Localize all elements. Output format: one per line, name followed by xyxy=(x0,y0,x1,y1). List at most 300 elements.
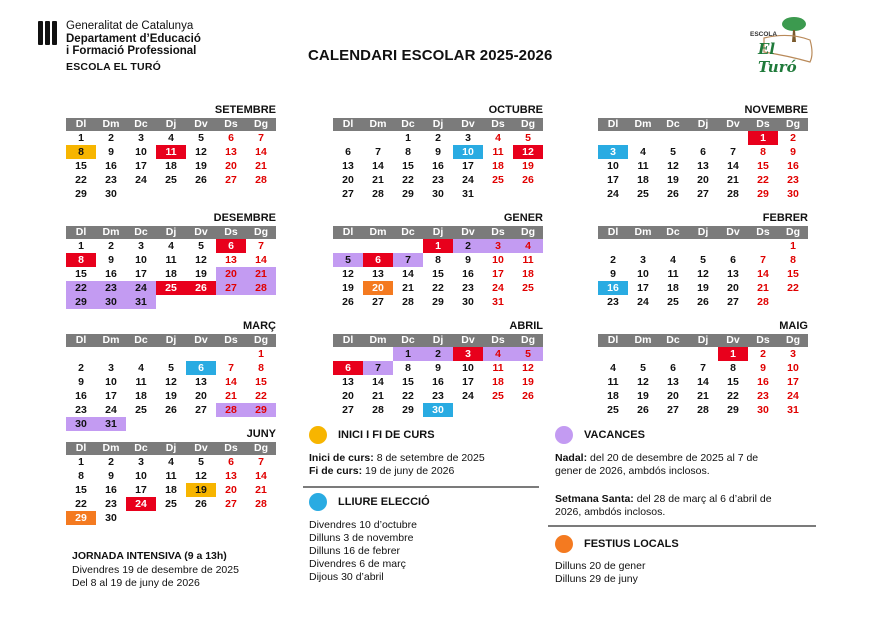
month-title: JUNY xyxy=(246,428,276,440)
day-cell: 1 xyxy=(393,347,423,361)
day-cell: 11 xyxy=(637,160,649,172)
weekday-label: Dg xyxy=(521,226,535,238)
day-cell: 23 xyxy=(432,174,444,186)
day-cell: 16 xyxy=(75,390,87,402)
day-cell: 17 xyxy=(462,160,474,172)
weekday-label: Dc xyxy=(666,118,680,130)
day-cell: 28 xyxy=(255,174,267,186)
day-cell: 30 xyxy=(757,404,769,416)
legend-vacances-title: VACANCES xyxy=(584,429,645,441)
day-cell: 15 xyxy=(75,484,87,496)
weekday-label: Dg xyxy=(786,334,800,346)
day-cell: 9 xyxy=(465,254,471,266)
day-cell: 5 xyxy=(640,362,646,374)
day-cell: 5 xyxy=(670,146,676,158)
day-cell: 21 xyxy=(757,282,769,294)
day-cell: 12 xyxy=(195,254,207,266)
day-cell: 28 xyxy=(697,404,709,416)
day-cell: 2 xyxy=(108,240,114,252)
day-cell: 2 xyxy=(108,132,114,144)
day-cell: 23 xyxy=(607,296,619,308)
empty-cell xyxy=(186,347,216,361)
day-cell: 9 xyxy=(435,362,441,374)
empty-cell xyxy=(658,239,688,253)
legend-festius-title: FESTIUS LOCALS xyxy=(584,538,679,550)
day-cell: 14 xyxy=(255,254,267,266)
day-cell: 3 xyxy=(138,240,144,252)
legend-lliure-title: LLIURE ELECCIÓ xyxy=(338,496,430,508)
day-cell: 13 xyxy=(697,160,709,172)
empty-cell xyxy=(718,131,748,145)
day-cell: 7 xyxy=(730,146,736,158)
day-cell: 12 xyxy=(195,470,207,482)
day-cell: 9 xyxy=(790,146,796,158)
day-cell: 12 xyxy=(697,268,709,280)
weekday-header xyxy=(333,334,543,347)
day-cell: 14 xyxy=(372,160,384,172)
weekday-label: Dm xyxy=(634,226,652,238)
day-cell: 6 xyxy=(228,456,234,468)
weekday-label: Dv xyxy=(194,334,208,346)
weekday-label: Dg xyxy=(786,226,800,238)
day-cell: 28 xyxy=(246,281,276,295)
weekday-label: Dj xyxy=(432,334,444,346)
day-grid xyxy=(598,347,808,417)
day-cell: 23 xyxy=(105,174,117,186)
weekday-label: Dg xyxy=(254,226,268,238)
weekday-label: Ds xyxy=(224,226,238,238)
day-cell: 27 xyxy=(216,281,246,295)
day-cell: 17 xyxy=(462,376,474,388)
day-cell: 30 xyxy=(462,296,474,308)
day-cell: 9 xyxy=(108,470,114,482)
day-cell: 27 xyxy=(342,404,354,416)
nadal-text-1: del 20 de desembre de 2025 al 7 de xyxy=(587,452,759,464)
weekday-header xyxy=(66,118,276,131)
weekday-label: Ds xyxy=(756,334,770,346)
day-cell: 3 xyxy=(138,132,144,144)
day-grid xyxy=(598,239,808,309)
day-cell: 4 xyxy=(138,362,144,374)
weekday-label: Dm xyxy=(369,226,387,238)
weekday-label: Dv xyxy=(726,118,740,130)
weekday-label: Dc xyxy=(666,334,680,346)
empty-cell xyxy=(658,131,688,145)
day-cell: 12 xyxy=(667,160,679,172)
weekday-label: Dl xyxy=(607,334,619,346)
logo-name-text: El Turó xyxy=(758,40,797,76)
day-cell: 24 xyxy=(637,296,649,308)
day-cell: 26 xyxy=(165,404,177,416)
lliure-item: Divendres 6 de març xyxy=(309,558,406,570)
day-cell: 5 xyxy=(513,347,543,361)
day-cell: 15 xyxy=(255,376,267,388)
day-grid xyxy=(333,347,543,417)
legend-vacances-nadal xyxy=(555,452,758,478)
day-cell: 31 xyxy=(96,417,126,431)
day-cell: 24 xyxy=(126,497,156,511)
day-cell: 30 xyxy=(432,188,444,200)
weekday-label: Dv xyxy=(194,226,208,238)
day-cell: 13 xyxy=(342,376,354,388)
weekday-label: Dc xyxy=(401,226,415,238)
day-cell: 11 xyxy=(492,146,504,158)
day-cell: 8 xyxy=(66,145,96,159)
month-title: DESEMBRE xyxy=(213,212,276,224)
organization-header xyxy=(66,20,201,58)
org-line-2: Departament d’Educació xyxy=(66,32,201,45)
day-cell: 24 xyxy=(135,174,147,186)
day-cell: 10 xyxy=(135,254,147,266)
day-cell: 11 xyxy=(135,376,147,388)
day-cell: 14 xyxy=(255,470,267,482)
day-cell: 5 xyxy=(198,132,204,144)
day-cell: 27 xyxy=(667,404,679,416)
weekday-label: Dj xyxy=(697,226,709,238)
day-cell: 30 xyxy=(96,295,126,309)
weekday-label: Dm xyxy=(102,226,120,238)
empty-cell xyxy=(598,347,628,361)
day-cell: 18 xyxy=(667,282,679,294)
empty-cell xyxy=(658,347,688,361)
day-cell: 18 xyxy=(607,390,619,402)
day-cell: 2 xyxy=(610,254,616,266)
day-cell: 15 xyxy=(75,268,87,280)
weekday-label: Dc xyxy=(666,226,680,238)
day-cell: 4 xyxy=(610,362,616,374)
logo-small-text: ESCOLA xyxy=(750,31,778,38)
day-grid xyxy=(66,131,276,201)
day-cell: 30 xyxy=(423,403,453,417)
day-cell: 7 xyxy=(375,146,381,158)
day-cell: 29 xyxy=(75,188,87,200)
day-cell: 9 xyxy=(108,254,114,266)
inici-label: Inici de curs: xyxy=(309,452,374,464)
empty-cell xyxy=(628,347,658,361)
empty-cell xyxy=(688,239,718,253)
empty-cell xyxy=(126,347,156,361)
day-cell: 8 xyxy=(258,362,264,374)
day-cell: 8 xyxy=(730,362,736,374)
day-cell: 23 xyxy=(757,390,769,402)
day-cell: 15 xyxy=(432,268,444,280)
day-cell: 27 xyxy=(225,174,237,186)
day-cell: 28 xyxy=(402,296,414,308)
month-title: SETEMBRE xyxy=(214,104,276,116)
divider xyxy=(548,525,816,527)
legend-festius-list xyxy=(555,560,645,586)
day-cell: 25 xyxy=(492,174,504,186)
day-cell: 26 xyxy=(342,296,354,308)
day-cell: 19 xyxy=(186,483,216,497)
lliure-eleccio-circle-icon xyxy=(309,493,327,511)
day-cell: 7 xyxy=(258,456,264,468)
day-cell: 18 xyxy=(522,268,534,280)
day-cell: 23 xyxy=(462,282,474,294)
day-cell: 13 xyxy=(225,470,237,482)
divider xyxy=(303,486,539,488)
day-cell: 14 xyxy=(225,376,237,388)
day-cell: 15 xyxy=(402,160,414,172)
day-cell: 3 xyxy=(483,239,513,253)
empty-cell xyxy=(66,347,96,361)
day-cell: 5 xyxy=(198,456,204,468)
day-cell: 4 xyxy=(513,239,543,253)
weekday-label: Dc xyxy=(134,442,148,454)
day-cell: 30 xyxy=(787,188,799,200)
day-cell: 9 xyxy=(435,146,441,158)
day-cell: 21 xyxy=(255,484,267,496)
day-cell: 31 xyxy=(787,404,799,416)
day-cell: 22 xyxy=(75,498,87,510)
day-cell: 8 xyxy=(760,146,766,158)
day-cell: 22 xyxy=(75,174,87,186)
nadal-text-2: gener de 2026, ambdós inclosos. xyxy=(555,465,710,477)
day-cell: 17 xyxy=(135,268,147,280)
setmana-santa-text-2: 2026, ambdós inclosos. xyxy=(555,506,666,518)
day-cell: 5 xyxy=(700,254,706,266)
day-grid xyxy=(66,455,276,525)
day-cell: 31 xyxy=(492,296,504,308)
day-cell: 19 xyxy=(667,174,679,186)
weekday-label: Dv xyxy=(194,442,208,454)
day-cell: 20 xyxy=(225,160,237,172)
day-cell: 16 xyxy=(787,160,799,172)
day-grid xyxy=(333,239,543,309)
day-cell: 17 xyxy=(135,160,147,172)
weekday-label: Dj xyxy=(165,226,177,238)
day-cell: 17 xyxy=(492,268,504,280)
day-cell: 13 xyxy=(372,268,384,280)
day-cell: 8 xyxy=(405,146,411,158)
day-grid xyxy=(66,239,276,309)
day-cell: 11 xyxy=(667,268,679,280)
day-cell: 6 xyxy=(216,239,246,253)
month-title: FEBRER xyxy=(762,212,808,224)
weekday-label: Dj xyxy=(165,334,177,346)
day-cell: 10 xyxy=(105,376,117,388)
day-cell: 24 xyxy=(462,174,474,186)
weekday-label: Dm xyxy=(102,118,120,130)
weekday-label: Dj xyxy=(697,334,709,346)
day-cell: 16 xyxy=(105,268,117,280)
day-cell: 9 xyxy=(108,146,114,158)
day-cell: 22 xyxy=(757,174,769,186)
day-cell: 27 xyxy=(727,296,739,308)
weekday-label: Dl xyxy=(75,442,87,454)
weekday-label: Dl xyxy=(607,118,619,130)
day-cell: 4 xyxy=(670,254,676,266)
generalitat-logo xyxy=(38,21,60,45)
weekday-label: Dv xyxy=(461,226,475,238)
day-cell: 7 xyxy=(258,240,264,252)
jornada-intensiva-text xyxy=(72,564,239,590)
empty-cell xyxy=(628,239,658,253)
day-cell: 18 xyxy=(492,376,504,388)
weekday-label: Dv xyxy=(461,334,475,346)
lliure-item: Dijous 30 d’abril xyxy=(309,571,384,583)
day-cell: 6 xyxy=(333,361,363,375)
month-title: MAIG xyxy=(779,320,808,332)
day-cell: 25 xyxy=(492,390,504,402)
empty-cell xyxy=(333,239,363,253)
day-cell: 18 xyxy=(135,390,147,402)
day-cell: 8 xyxy=(435,254,441,266)
weekday-label: Dl xyxy=(342,226,354,238)
day-cell: 22 xyxy=(727,390,739,402)
day-cell: 12 xyxy=(522,362,534,374)
day-cell: 19 xyxy=(637,390,649,402)
weekday-label: Dj xyxy=(165,442,177,454)
day-cell: 11 xyxy=(607,376,619,388)
day-cell: 26 xyxy=(637,404,649,416)
day-cell: 26 xyxy=(522,174,534,186)
day-cell: 19 xyxy=(195,160,207,172)
weekday-label: Dl xyxy=(75,334,87,346)
day-cell: 29 xyxy=(66,511,96,525)
legend-inici-text xyxy=(309,452,485,478)
day-cell: 19 xyxy=(165,390,177,402)
day-cell: 1 xyxy=(258,348,264,360)
day-cell: 19 xyxy=(195,268,207,280)
day-cell: 21 xyxy=(372,390,384,402)
empty-cell xyxy=(628,131,658,145)
day-cell: 2 xyxy=(108,456,114,468)
day-cell: 23 xyxy=(787,174,799,186)
weekday-label: Dl xyxy=(75,118,87,130)
day-cell: 26 xyxy=(186,281,216,295)
weekday-label: Dj xyxy=(697,118,709,130)
day-cell: 12 xyxy=(637,376,649,388)
month-title: MARÇ xyxy=(243,320,276,332)
day-cell: 29 xyxy=(432,296,444,308)
weekday-label: Dv xyxy=(726,334,740,346)
weekday-label: Dg xyxy=(521,118,535,130)
weekday-header xyxy=(598,226,808,239)
day-cell: 22 xyxy=(66,281,96,295)
day-cell: 1 xyxy=(718,347,748,361)
weekday-header xyxy=(66,442,276,455)
weekday-label: Dc xyxy=(134,334,148,346)
month-title: OCTUBRE xyxy=(488,104,543,116)
weekday-label: Dj xyxy=(432,226,444,238)
day-cell: 5 xyxy=(333,253,363,267)
day-cell: 17 xyxy=(637,282,649,294)
day-cell: 11 xyxy=(492,362,504,374)
day-cell: 10 xyxy=(607,160,619,172)
weekday-label: Dm xyxy=(102,334,120,346)
day-cell: 6 xyxy=(228,132,234,144)
day-cell: 17 xyxy=(105,390,117,402)
month-title: GENER xyxy=(503,212,543,224)
day-cell: 20 xyxy=(363,281,393,295)
day-cell: 27 xyxy=(372,296,384,308)
day-cell: 6 xyxy=(186,361,216,375)
lliure-item: Dilluns 16 de febrer xyxy=(309,545,401,557)
day-cell: 31 xyxy=(462,188,474,200)
day-cell: 13 xyxy=(195,376,207,388)
empty-cell xyxy=(598,131,628,145)
weekday-label: Dl xyxy=(607,226,619,238)
weekday-label: Dc xyxy=(134,118,148,130)
day-cell: 24 xyxy=(787,390,799,402)
day-cell: 19 xyxy=(342,282,354,294)
weekday-label: Dj xyxy=(432,118,444,130)
day-cell: 11 xyxy=(522,254,534,266)
day-cell: 16 xyxy=(105,160,117,172)
weekday-header xyxy=(333,118,543,131)
day-cell: 3 xyxy=(640,254,646,266)
day-cell: 22 xyxy=(402,390,414,402)
day-cell: 25 xyxy=(156,281,186,295)
weekday-label: Dl xyxy=(75,226,87,238)
day-cell: 20 xyxy=(342,390,354,402)
day-cell: 28 xyxy=(255,498,267,510)
day-cell: 19 xyxy=(522,160,534,172)
day-cell: 26 xyxy=(697,296,709,308)
day-cell: 7 xyxy=(760,254,766,266)
day-cell: 21 xyxy=(246,267,276,281)
day-cell: 13 xyxy=(225,254,237,266)
day-cell: 20 xyxy=(342,174,354,186)
day-cell: 6 xyxy=(670,362,676,374)
day-cell: 24 xyxy=(105,404,117,416)
day-cell: 7 xyxy=(700,362,706,374)
weekday-label: Dv xyxy=(461,118,475,130)
day-cell: 22 xyxy=(432,282,444,294)
day-cell: 18 xyxy=(637,174,649,186)
weekday-label: Ds xyxy=(224,334,238,346)
weekday-label: Ds xyxy=(491,226,505,238)
day-cell: 25 xyxy=(607,404,619,416)
day-cell: 21 xyxy=(225,390,237,402)
day-cell: 3 xyxy=(790,348,796,360)
day-cell: 15 xyxy=(727,376,739,388)
weekday-label: Dg xyxy=(254,334,268,346)
day-cell: 20 xyxy=(225,484,237,496)
day-cell: 26 xyxy=(195,174,207,186)
weekday-header xyxy=(66,334,276,347)
inici-value: 8 de setembre de 2025 xyxy=(373,452,485,464)
weekday-label: Dm xyxy=(369,118,387,130)
day-cell: 21 xyxy=(727,174,739,186)
day-cell: 21 xyxy=(255,160,267,172)
day-cell: 29 xyxy=(727,404,739,416)
day-cell: 28 xyxy=(372,188,384,200)
weekday-label: Dv xyxy=(194,118,208,130)
empty-cell xyxy=(156,347,186,361)
day-cell: 7 xyxy=(363,361,393,375)
nadal-label: Nadal: xyxy=(555,452,588,464)
day-cell: 26 xyxy=(195,498,207,510)
festiu-item: Dilluns 20 de gener xyxy=(555,560,646,572)
day-cell: 6 xyxy=(345,146,351,158)
day-cell: 30 xyxy=(105,188,117,200)
weekday-header xyxy=(598,334,808,347)
day-cell: 1 xyxy=(790,240,796,252)
day-cell: 18 xyxy=(165,484,177,496)
day-cell: 26 xyxy=(522,390,534,402)
day-cell: 5 xyxy=(198,240,204,252)
fi-label: Fi de curs: xyxy=(309,465,363,477)
day-cell: 11 xyxy=(156,145,186,159)
weekday-label: Dm xyxy=(634,118,652,130)
day-cell: 10 xyxy=(135,470,147,482)
day-cell: 17 xyxy=(135,484,147,496)
empty-cell xyxy=(333,347,363,361)
day-cell: 21 xyxy=(372,174,384,186)
weekday-label: Dg xyxy=(254,442,268,454)
